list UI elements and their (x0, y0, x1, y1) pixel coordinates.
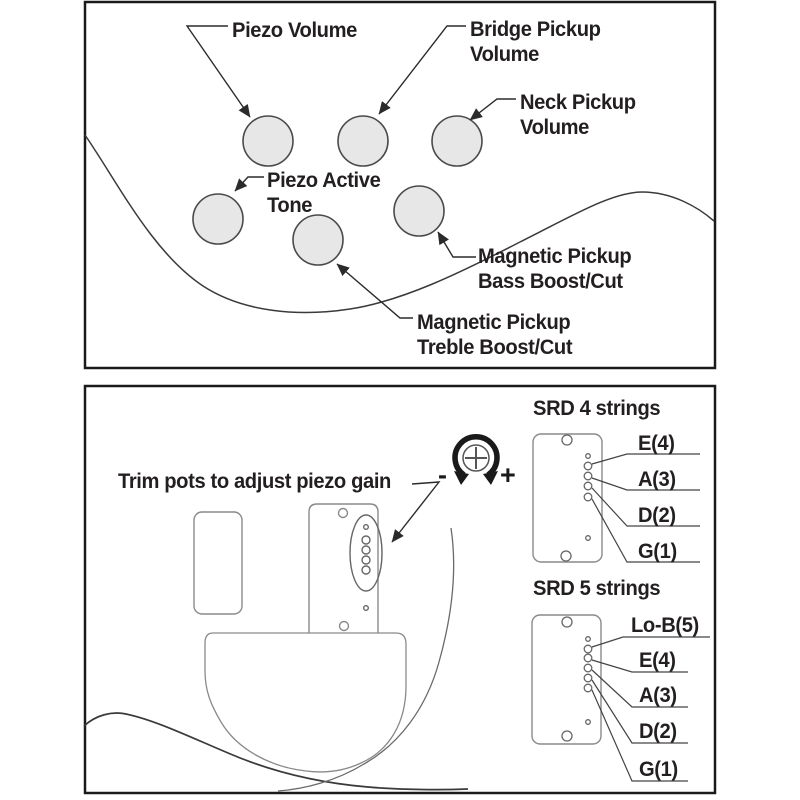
trim-pot-instruction-label: Trim pots to adjust piezo gain (118, 470, 391, 493)
neck-pickup-volume-label (520, 90, 636, 140)
label-line: Magnetic Pickup (417, 311, 571, 334)
string-label-a3: A(3) (639, 684, 677, 707)
piezo-active-tone-label (267, 168, 380, 218)
label-line: Tone (267, 194, 313, 217)
bass-boost-cut-knob (394, 186, 444, 236)
label-line: Volume (470, 43, 540, 66)
controls-diagram-panel (85, 2, 715, 368)
bridge-pickup-volume-label (470, 17, 601, 67)
piezo-volume-label: Piezo Volume (232, 19, 357, 42)
label-line: Neck Pickup (520, 91, 636, 114)
plus-sign: + (500, 460, 516, 490)
label-line: Volume (520, 116, 590, 139)
top-panel-border (85, 2, 715, 368)
magnetic-bass-label (478, 244, 631, 294)
string-label-e4: E(4) (638, 432, 675, 455)
magnetic-treble-label (417, 310, 572, 360)
string-label-g1: G(1) (639, 758, 678, 781)
label-line: Piezo Active (267, 169, 381, 192)
string-label-d2: D(2) (639, 720, 677, 743)
string-label-d2: D(2) (638, 504, 676, 527)
label-line: Magnetic Pickup (478, 245, 632, 268)
minus-sign: - (438, 460, 447, 490)
string-label-e4: E(4) (639, 649, 676, 672)
label-line: Treble Boost/Cut (417, 336, 573, 359)
label-line: Bridge Pickup (470, 18, 601, 41)
bridge-pickup-volume-knob (338, 116, 388, 166)
label-line: Bass Boost/Cut (478, 270, 623, 293)
treble-boost-cut-knob (293, 215, 343, 265)
srd5-title: SRD 5 strings (533, 577, 661, 600)
srd4-title: SRD 4 strings (533, 397, 661, 420)
piezo-active-tone-knob (193, 194, 243, 244)
piezo-volume-knob (243, 116, 293, 166)
string-label-lob5: Lo-B(5) (631, 614, 699, 637)
string-label-a3: A(3) (638, 468, 676, 491)
neck-pickup-volume-knob (432, 116, 482, 166)
string-label-g1: G(1) (638, 540, 677, 563)
